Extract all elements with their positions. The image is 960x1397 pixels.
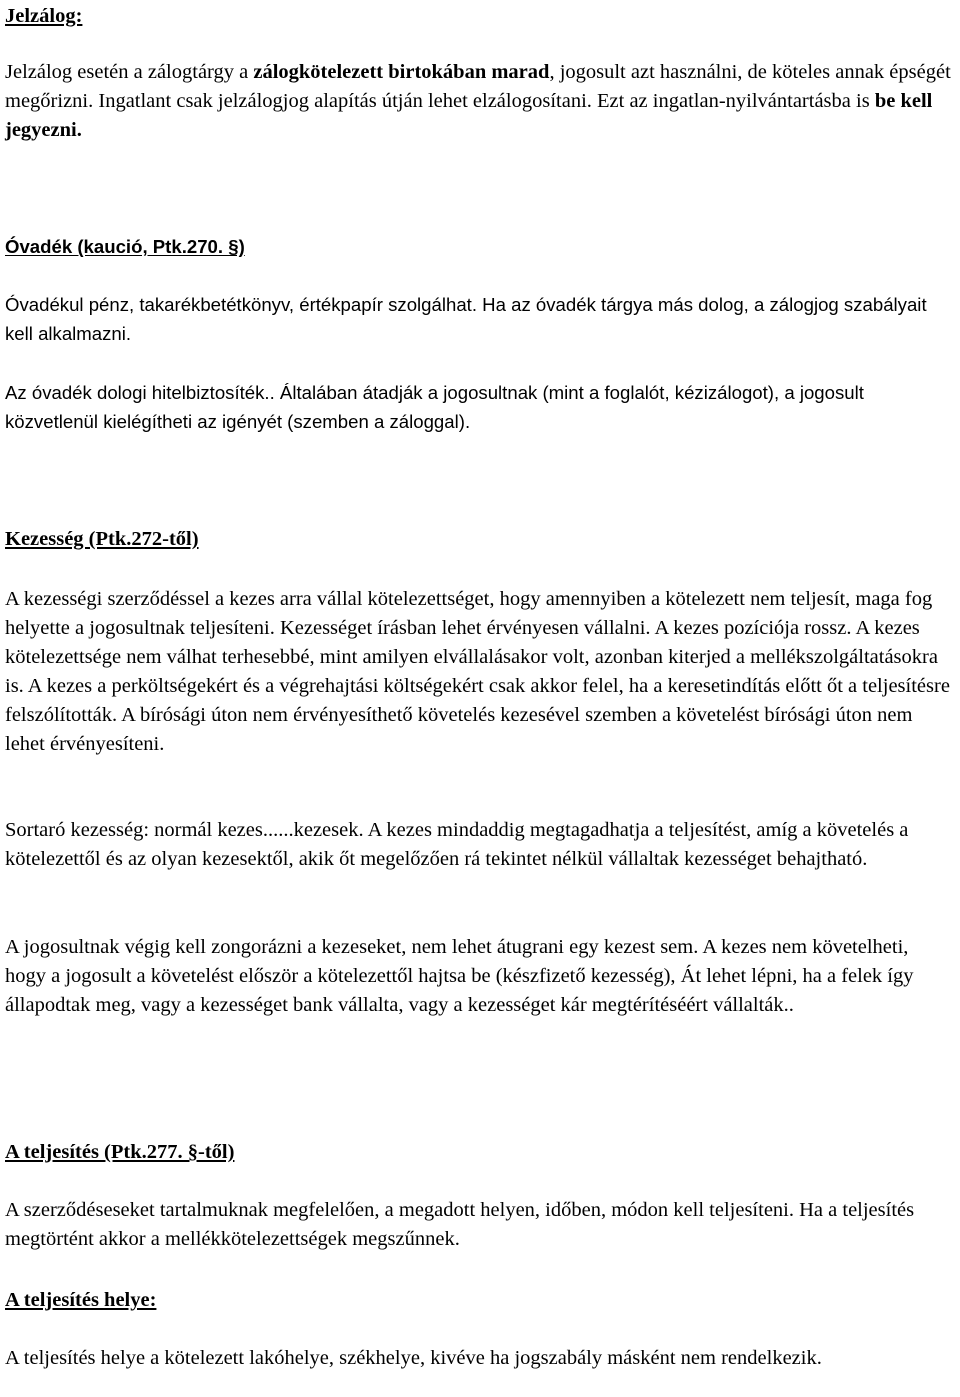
paragraph-kezesseg-1: A kezességi szerződéssel a kezes arra vállal kötelezettséget, hogy amennyiben a kötelezett nem teljesít, maga fog helyette a jogosultnak teljesíteni. Kezességet írásban lehet érvényesen vállalni. A kezes pozíciója rossz. A kezes kötelezettsége nem válhat terhesebbé, mint amilyen elvállalásakor volt, azonban kiterjed a mellékszolgáltatásokra is. A kezes a perköltségekért és a végrehajtási költségekért csak akkor felel, ha a keresetindítás előtt őt a teljesítésre felszólították. A bírósági úton nem érvényesíthető követelés kezesével szemben a követelést bírósági úton nem lehet érvényesíteni. <box>5 588 950 755</box>
heading-teljesites-helye: A teljesítés helye: <box>5 1289 157 1311</box>
paragraph-teljesites-helye: A teljesítés helye a kötelezett lakóhelye, székhelye, kivéve ha jogszabály másként nem rendelkezik. <box>5 1347 822 1369</box>
heading-kezesseg: Kezesség (Ptk.272-től) <box>5 528 199 550</box>
paragraph-kezesseg-2: Sortaró kezesség: normál kezes......kezesek. A kezes mindaddig megtagadhatja a teljesítést, amíg a követelés a kötelezettől és az olyan kezesektől, akik őt megelőzően rá tekintet nélkül vállaltak kezességet behajtható. <box>5 819 909 870</box>
paragraph-jelzalog-text-a: Jelzálog esetén a zálogtárgy a <box>5 61 254 83</box>
paragraph-ovadek-1: Óvadékul pénz, takarékbetétkönyv, értékpapír szolgálhat. Ha az óvadék tárgya más dolog, a zálogjog szabályait kell alkalmazni. <box>5 294 927 344</box>
paragraph-jelzalog-bold-d: be kell jegyezni. <box>5 90 933 141</box>
paragraph-ovadek-2: Az óvadék dologi hitelbiztosíték.. Általában átadják a jogosultnak (mint a foglalót, kézizálogot), a jogosult közvetlenül kielégítheti az igényét (szemben a záloggal). <box>5 382 864 432</box>
heading-jelzalog: Jelzálog: <box>5 5 83 27</box>
paragraph-jelzalog-text-c: , jogosult azt használni, de köteles annak épségét megőrizni. Ingatlant csak jelzálogjog alapítás útján lehet elzálogosítani. Ezt az ingatlan-nyilvántartásba is <box>5 61 951 112</box>
heading-ovadek: Óvadék (kaució, Ptk.270. §) <box>5 236 245 257</box>
paragraph-teljesites: A szerződéseseket tartalmuknak megfelelően, a megadott helyen, időben, módon kell teljesíteni. Ha a teljesítés megtörtént akkor a mellékkötelezettségek megszűnnek. <box>5 1199 915 1250</box>
heading-teljesites: A teljesítés (Ptk.277. §-től) <box>5 1141 235 1163</box>
paragraph-jelzalog-bold-b: zálogkötelezett birtokában marad <box>253 61 550 83</box>
paragraph-kezesseg-3: A jogosultnak végig kell zongorázni a kezeseket, nem lehet átugrani egy kezest sem. A kezes nem követelheti, hogy a jogosult a követelést először a kötelezettől hajtsa be (készfizető kezesség), Át lehet lépni, ha a felek így állapodtak meg, vagy a kezességet bank vállalta, vagy a kezességet kár megtérítéséért vállalták.. <box>5 936 914 1016</box>
paragraph-jelzalog <box>5 58 953 145</box>
